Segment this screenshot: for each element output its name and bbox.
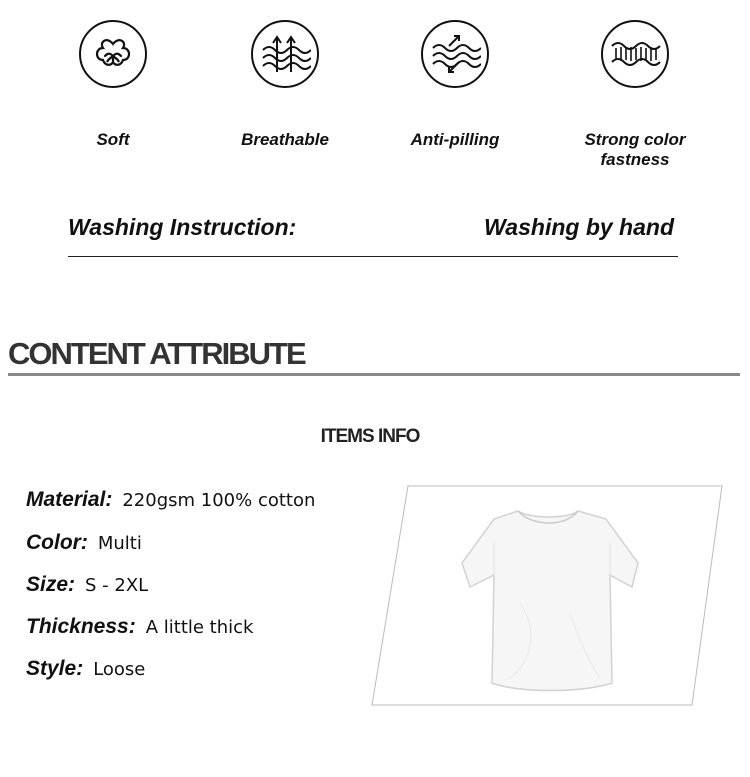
attribute-color xyxy=(26,531,142,555)
anti-pilling-icon xyxy=(421,20,489,88)
attribute-size xyxy=(26,573,148,597)
attribute-key: Material: xyxy=(26,488,113,511)
attribute-value: Multi xyxy=(97,533,142,554)
attribute-key: Thickness: xyxy=(26,615,136,638)
cotton-flower-icon xyxy=(79,20,147,88)
feature-soft xyxy=(28,20,198,150)
feature-label: Soft xyxy=(96,130,130,149)
attribute-key: Color: xyxy=(26,531,88,554)
feature-color-fastness xyxy=(550,20,720,170)
feature-breathable xyxy=(200,20,370,150)
washing-instruction xyxy=(68,212,678,257)
attribute-value: Loose xyxy=(93,659,146,680)
attribute-style xyxy=(26,657,145,681)
breathable-waves-icon xyxy=(251,20,319,88)
feature-label: Strong color fastness xyxy=(584,130,686,169)
section-title: CONTENT ATTRIBUTE xyxy=(8,336,305,371)
attribute-value: S - 2XL xyxy=(85,575,149,596)
color-fastness-icon xyxy=(601,20,669,88)
feature-anti-pilling xyxy=(370,20,540,150)
items-info-heading: ITEMS INFO xyxy=(320,426,420,447)
feature-label: Anti-pilling xyxy=(410,130,500,149)
attribute-material xyxy=(26,488,315,512)
product-photo xyxy=(370,483,724,708)
washing-label: Washing Instruction: xyxy=(68,214,297,240)
washing-value: Washing by hand xyxy=(484,214,674,240)
attribute-key: Size: xyxy=(26,573,76,596)
attribute-value: A little thick xyxy=(145,617,254,638)
attribute-thickness xyxy=(26,615,253,639)
feature-label: Breathable xyxy=(241,130,329,149)
attribute-key: Style: xyxy=(26,657,84,680)
white-tshirt-image xyxy=(370,483,724,708)
attribute-value: 220gsm 100% cotton xyxy=(122,490,316,511)
section-divider xyxy=(8,373,740,376)
